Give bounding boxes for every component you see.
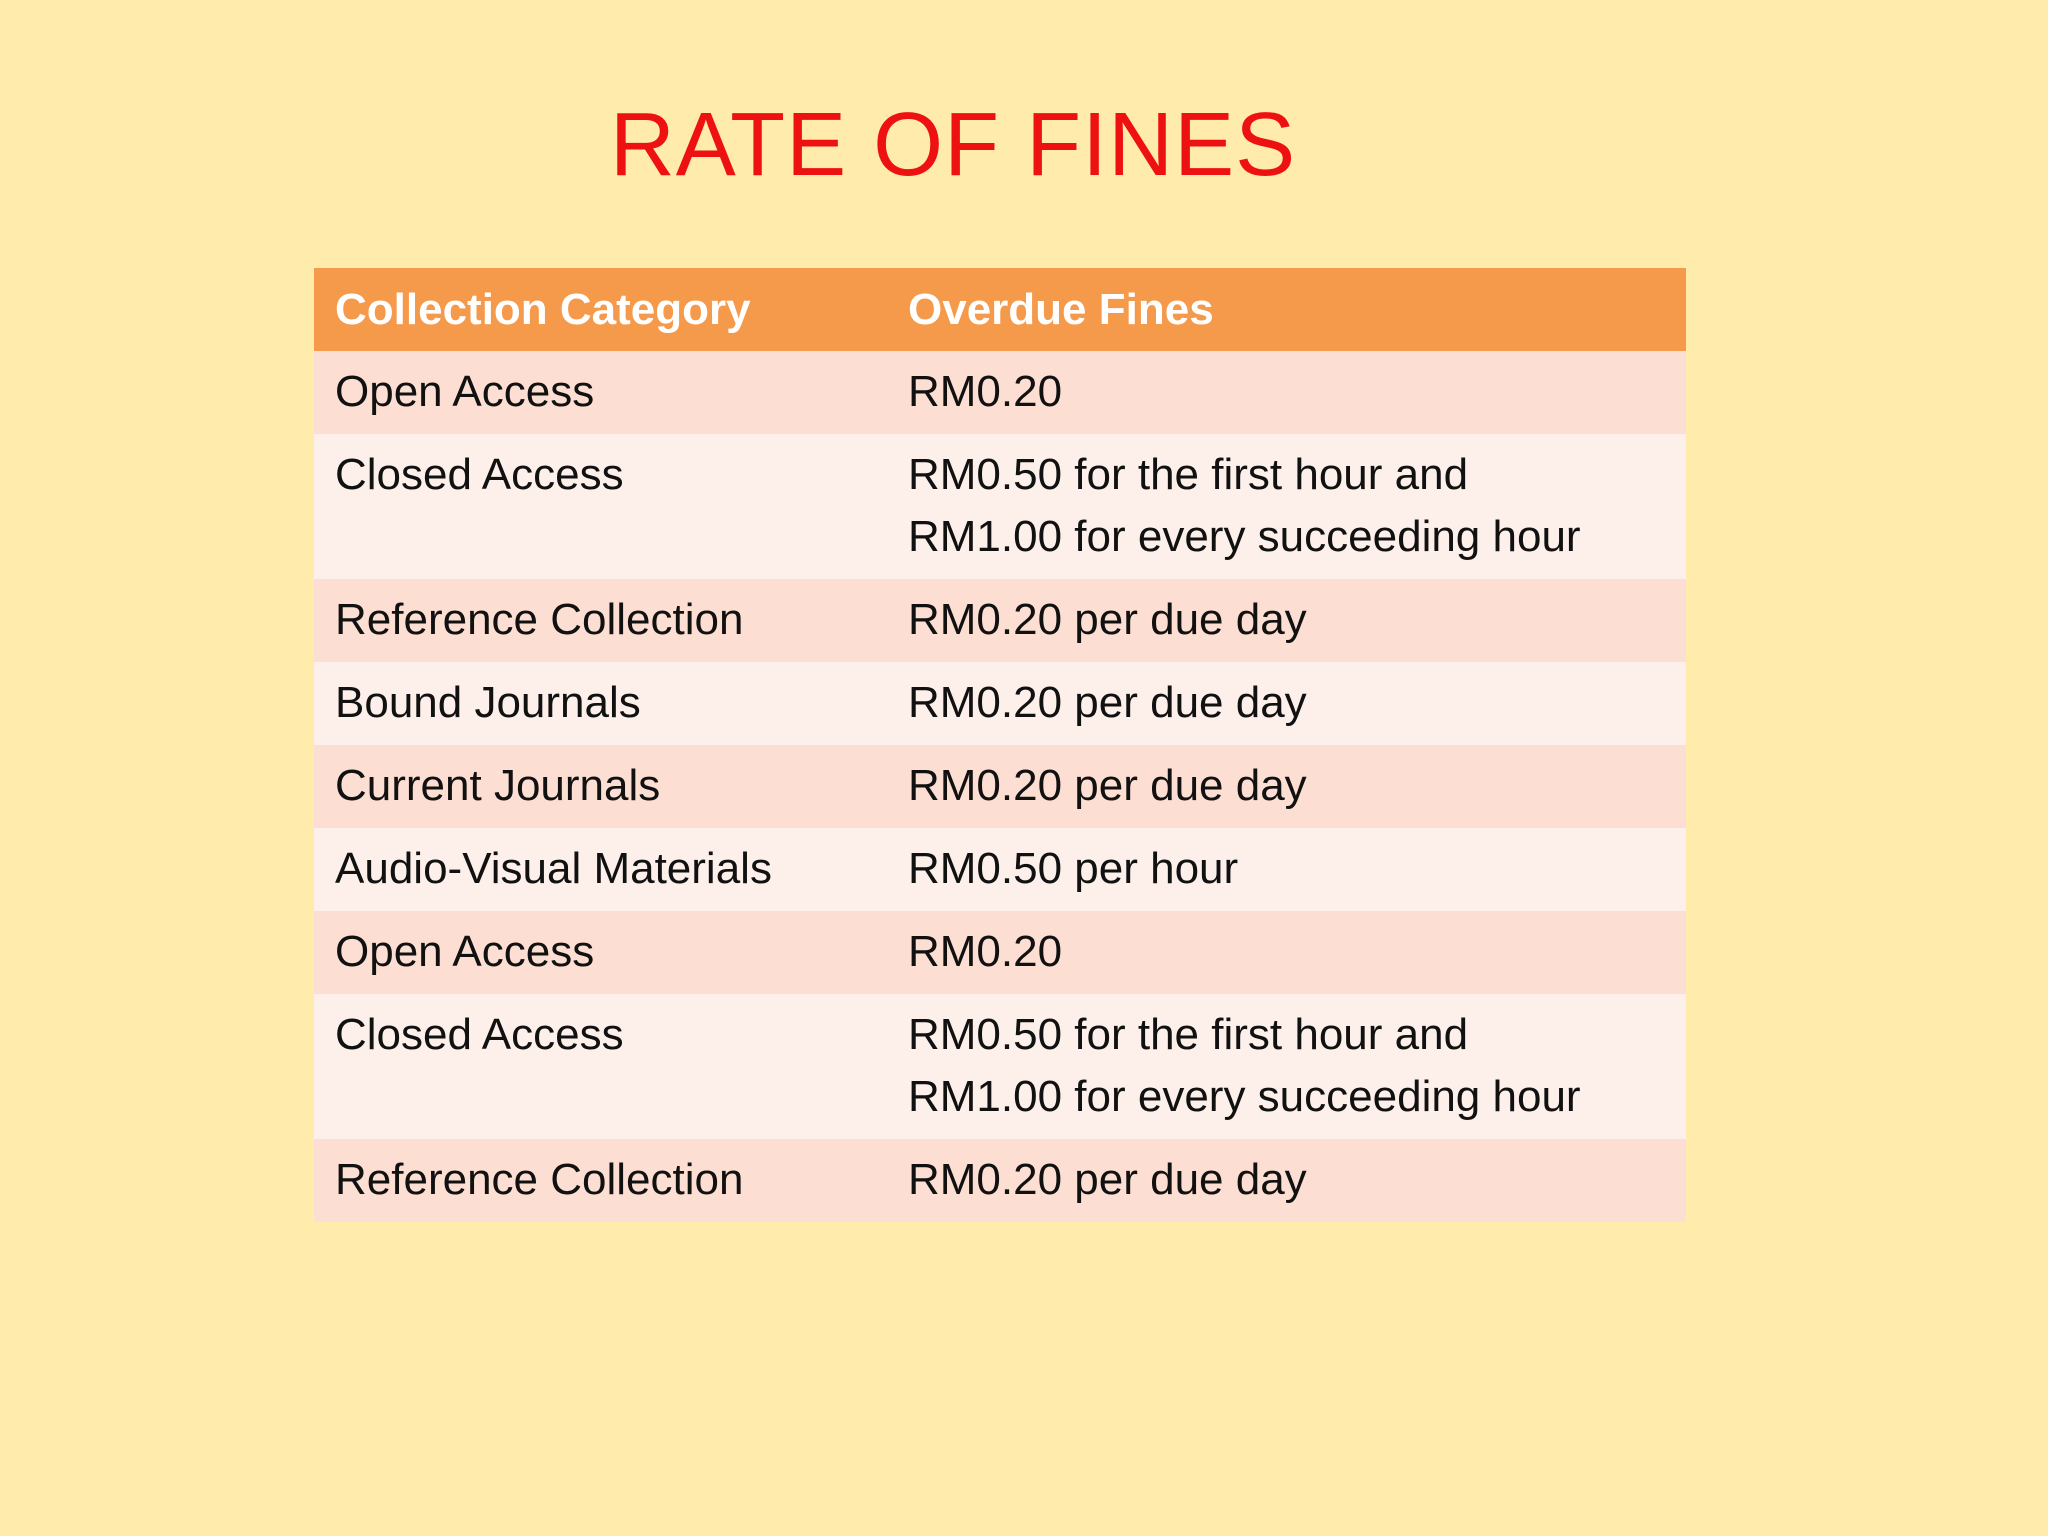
fine-cell: RM0.20 per due day bbox=[887, 1139, 1686, 1222]
fine-cell: RM0.20 per due day bbox=[887, 579, 1686, 662]
fine-cell: RM0.20 bbox=[887, 351, 1686, 434]
table-row bbox=[314, 828, 1686, 911]
table-row bbox=[314, 662, 1686, 745]
fine-cell: RM0.50 for the first hour and RM1.00 for every succeeding hour bbox=[887, 434, 1686, 579]
fine-cell: RM0.50 for the first hour and RM1.00 for every succeeding hour bbox=[887, 994, 1686, 1139]
table-row bbox=[314, 351, 1686, 434]
table-row bbox=[314, 434, 1686, 579]
category-cell: Reference Collection bbox=[314, 1139, 887, 1222]
fines-table bbox=[314, 268, 1686, 1222]
fine-cell: RM0.20 bbox=[887, 911, 1686, 994]
table-row bbox=[314, 994, 1686, 1139]
header-overdue-fines: Overdue Fines bbox=[887, 268, 1686, 351]
category-cell: Open Access bbox=[314, 351, 887, 434]
table-row bbox=[314, 745, 1686, 828]
table-row bbox=[314, 579, 1686, 662]
slide-title: RATE OF FINES bbox=[609, 95, 1297, 195]
fine-cell: RM0.20 per due day bbox=[887, 662, 1686, 745]
header-collection-category: Collection Category bbox=[314, 268, 887, 351]
table-row bbox=[314, 1139, 1686, 1222]
category-cell: Closed Access bbox=[314, 434, 887, 579]
category-cell: Audio-Visual Materials bbox=[314, 828, 887, 911]
table-row bbox=[314, 911, 1686, 994]
category-cell: Reference Collection bbox=[314, 579, 887, 662]
fine-cell: RM0.50 per hour bbox=[887, 828, 1686, 911]
category-cell: Open Access bbox=[314, 911, 887, 994]
fine-cell: RM0.20 per due day bbox=[887, 745, 1686, 828]
category-cell: Current Journals bbox=[314, 745, 887, 828]
category-cell: Bound Journals bbox=[314, 662, 887, 745]
table-header-row bbox=[314, 268, 1686, 351]
category-cell: Closed Access bbox=[314, 994, 887, 1139]
